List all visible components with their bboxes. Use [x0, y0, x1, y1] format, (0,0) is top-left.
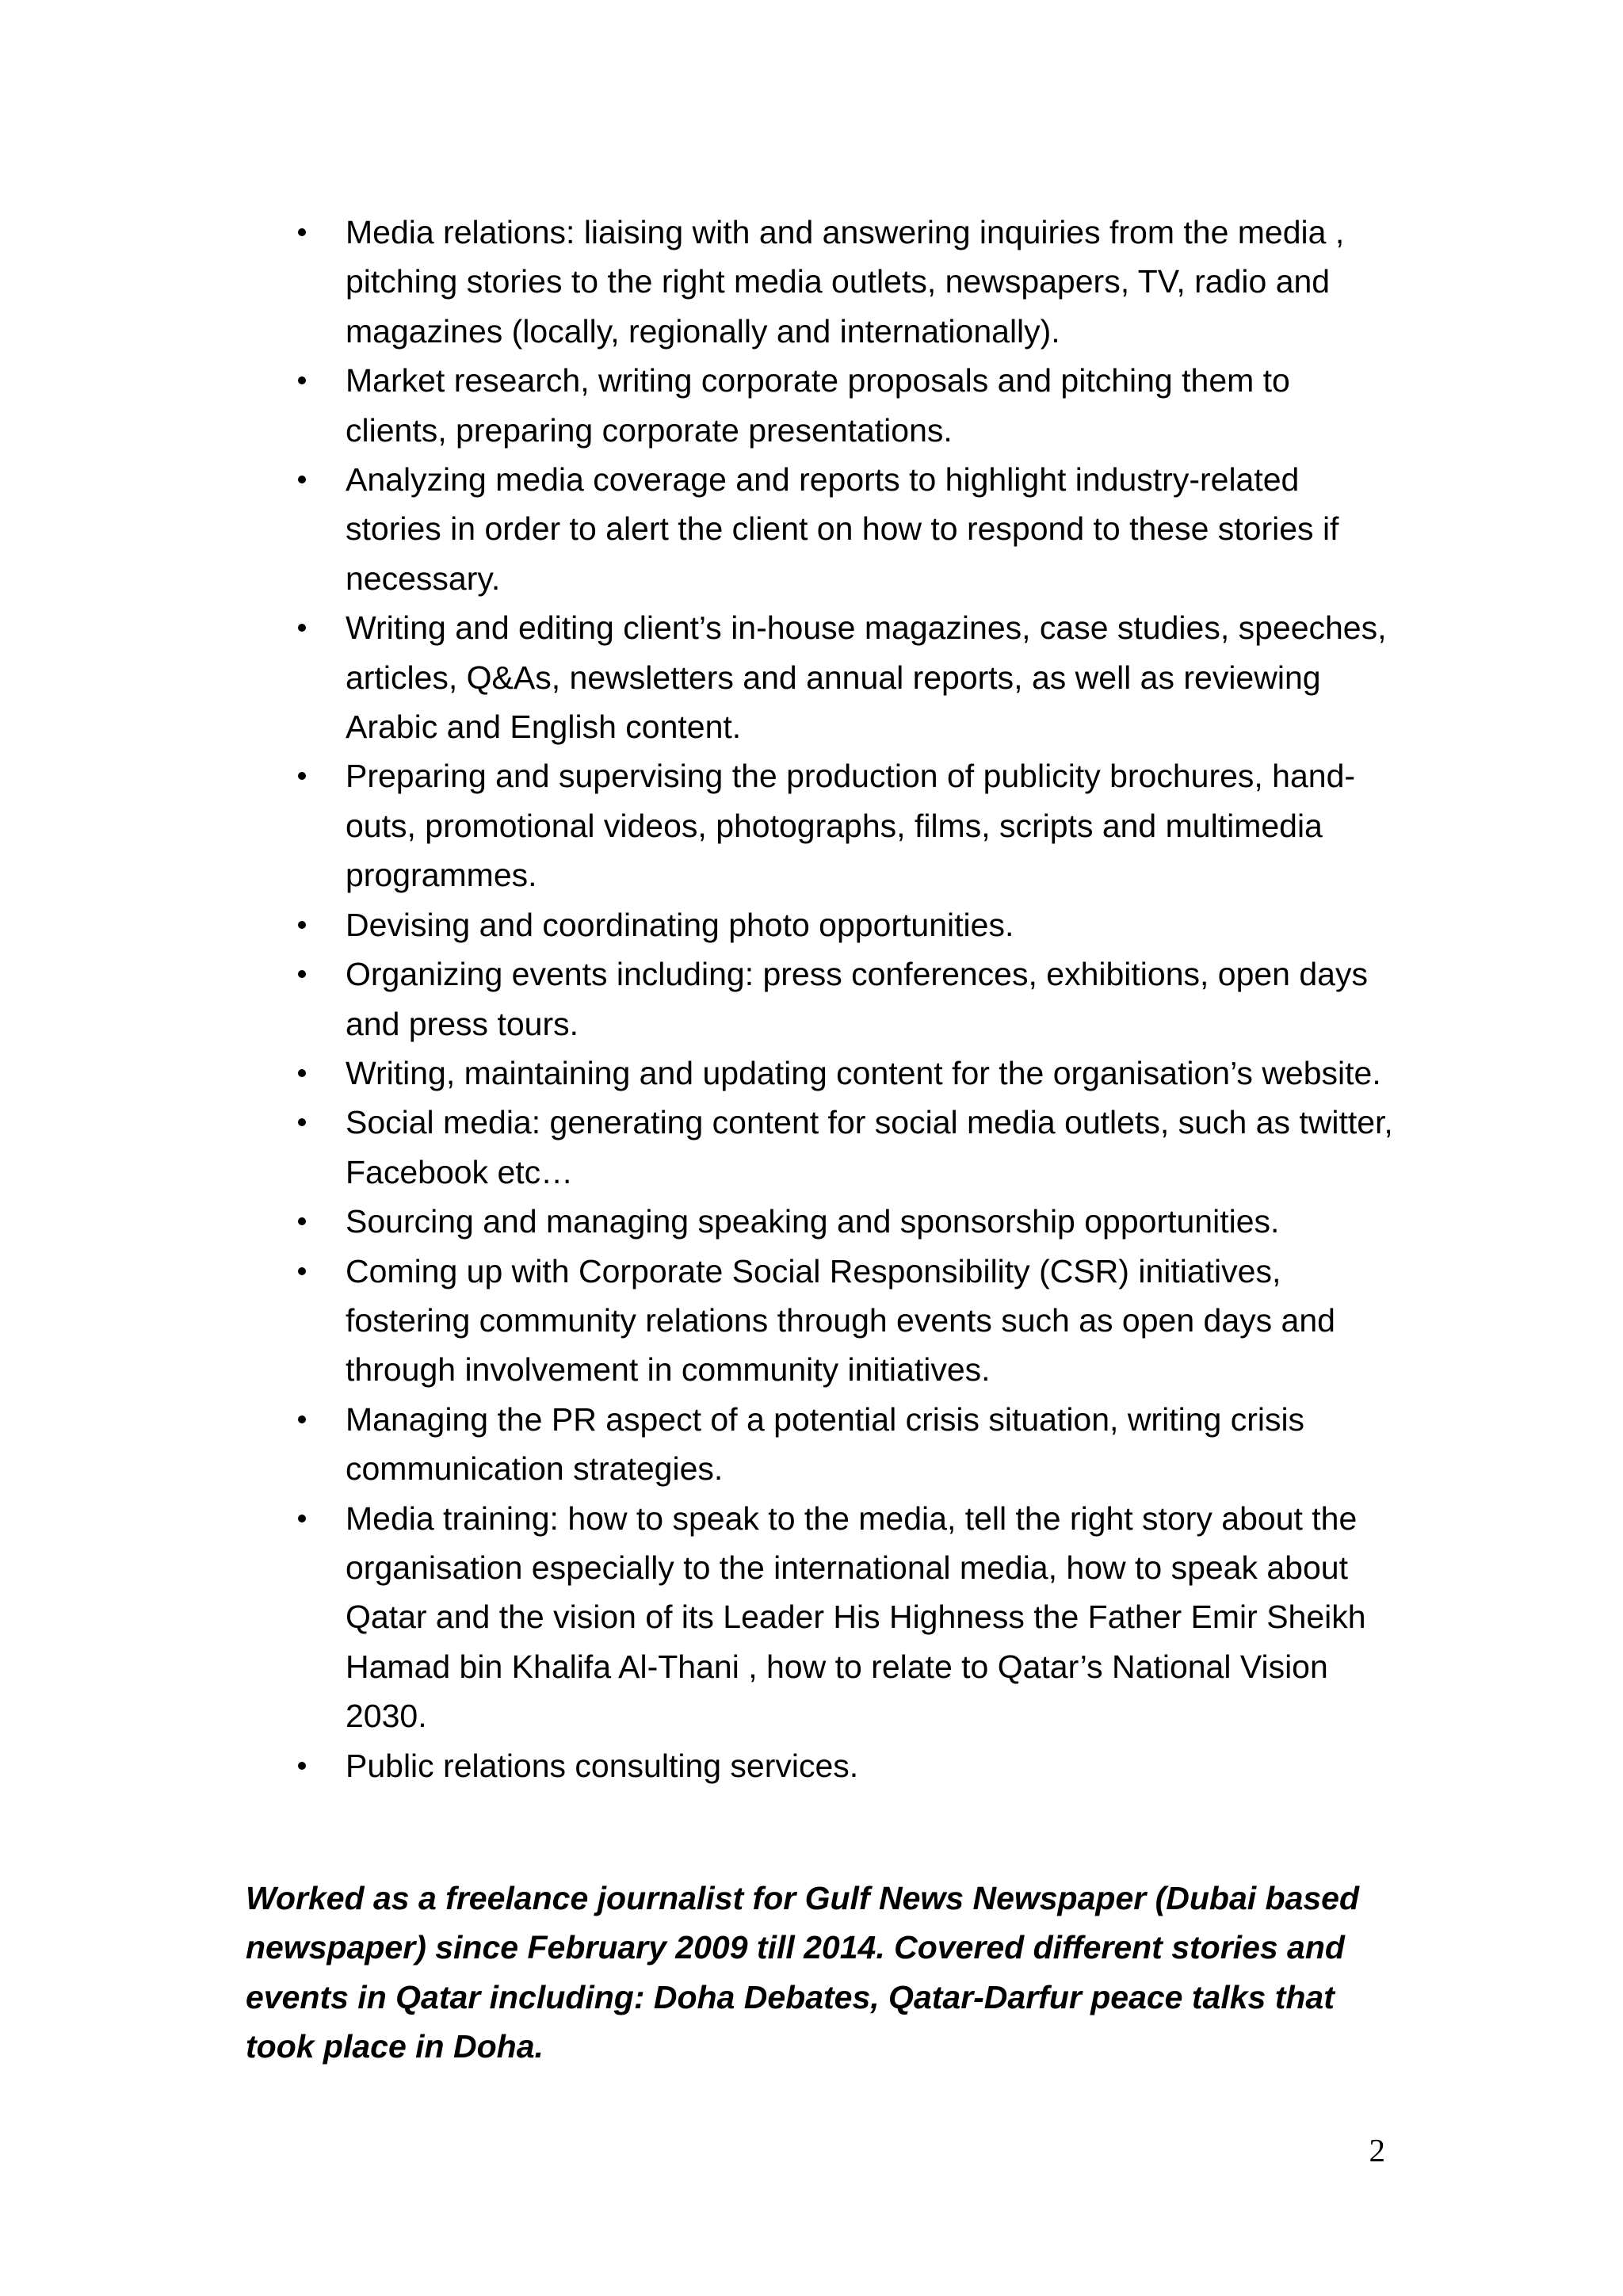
bullet-icon [298, 228, 306, 236]
list-item-text: Public relations consulting services. [346, 1747, 859, 1784]
list-item [246, 1741, 1395, 1790]
bullet-icon [298, 1415, 306, 1423]
list-item [246, 208, 1395, 356]
bullet-icon [298, 1118, 306, 1126]
page-number: 2 [1369, 2132, 1385, 2168]
list-item-text: Coming up with Corporate Social Responsibility (CSR) initiatives, fostering community relations through events such as open days and through involvement in community initiatives. [346, 1252, 1335, 1389]
bullet-icon [298, 476, 306, 483]
list-item-text: Social media: generating content for social media outlets, such as twitter, Facebook etc… [346, 1104, 1393, 1190]
list-item [246, 900, 1395, 949]
bullet-icon [298, 1515, 306, 1522]
bullet-icon [298, 921, 306, 929]
list-item [246, 1098, 1395, 1197]
bullet-icon [298, 772, 306, 780]
list-item-text: Sourcing and managing speaking and sponsorship opportunities. [346, 1203, 1280, 1240]
list-item [246, 1197, 1395, 1246]
bullet-icon [298, 624, 306, 632]
list-item-text: Media training: how to speak to the media, tell the right story about the organisation especially to the international media, how to speak about Qatar and the vision of its Leader His Highness the Father Emir Sheikh Hamad bin Khalifa Al-Thani , how to relate to Qatar’s National Vision 2030. [346, 1499, 1366, 1735]
list-item-text: Writing, maintaining and updating content for the organisation’s website. [346, 1054, 1381, 1091]
list-item [246, 751, 1395, 900]
list-item-text: Organizing events including: press conferences, exhibitions, open days and press tours. [346, 956, 1368, 1042]
closing-paragraph: Worked as a freelance journalist for Gulf News Newspaper (Dubai based newspaper) since February 2009 till 2014. Covered different stories and events in Qatar including: Doha Debates, Qatar-Darfur peace talks that took place in Doha. [246, 1880, 1360, 2065]
list-item-text: Analyzing media coverage and reports to highlight industry-related stories in order to alert the client on how to respond to these stories if necessary. [346, 461, 1339, 597]
list-item-text: Devising and coordinating photo opportunities. [346, 906, 1014, 943]
bullet-icon [298, 1762, 306, 1770]
list-item-text: Preparing and supervising the production of publicity brochures, hand-outs, promotional videos, photographs, films, scripts and multimedia programmes. [346, 758, 1356, 894]
list-item [246, 949, 1395, 1049]
list-item [246, 1494, 1395, 1741]
bullet-icon [298, 1217, 306, 1225]
list-item [246, 1247, 1395, 1395]
list-item-text: Media relations: liaising with and answering inquiries from the media , pitching stories to the right media outlets, newspapers, TV, radio and magazines (locally, regionally and internationally). [346, 214, 1345, 350]
bullet-icon [298, 970, 306, 978]
list-item [246, 1395, 1395, 1494]
bullet-icon [298, 1069, 306, 1077]
list-item-text: Writing and editing client’s in-house magazines, case studies, speeches, articles, Q&As, newsletters and annual reports, as well as reviewing Arabic and English content. [346, 609, 1387, 746]
bullet-icon [298, 376, 306, 384]
list-item [246, 1049, 1395, 1098]
list-item [246, 356, 1395, 455]
list-item-text: Managing the PR aspect of a potential crisis situation, writing crisis communication strategies. [346, 1400, 1305, 1488]
list-item-text: Market research, writing corporate proposals and pitching them to clients, preparing corporate presentations. [346, 362, 1290, 449]
list-item [246, 455, 1395, 603]
responsibilities-list [246, 208, 1395, 1790]
bullet-icon [298, 1267, 306, 1275]
list-item [246, 603, 1395, 751]
